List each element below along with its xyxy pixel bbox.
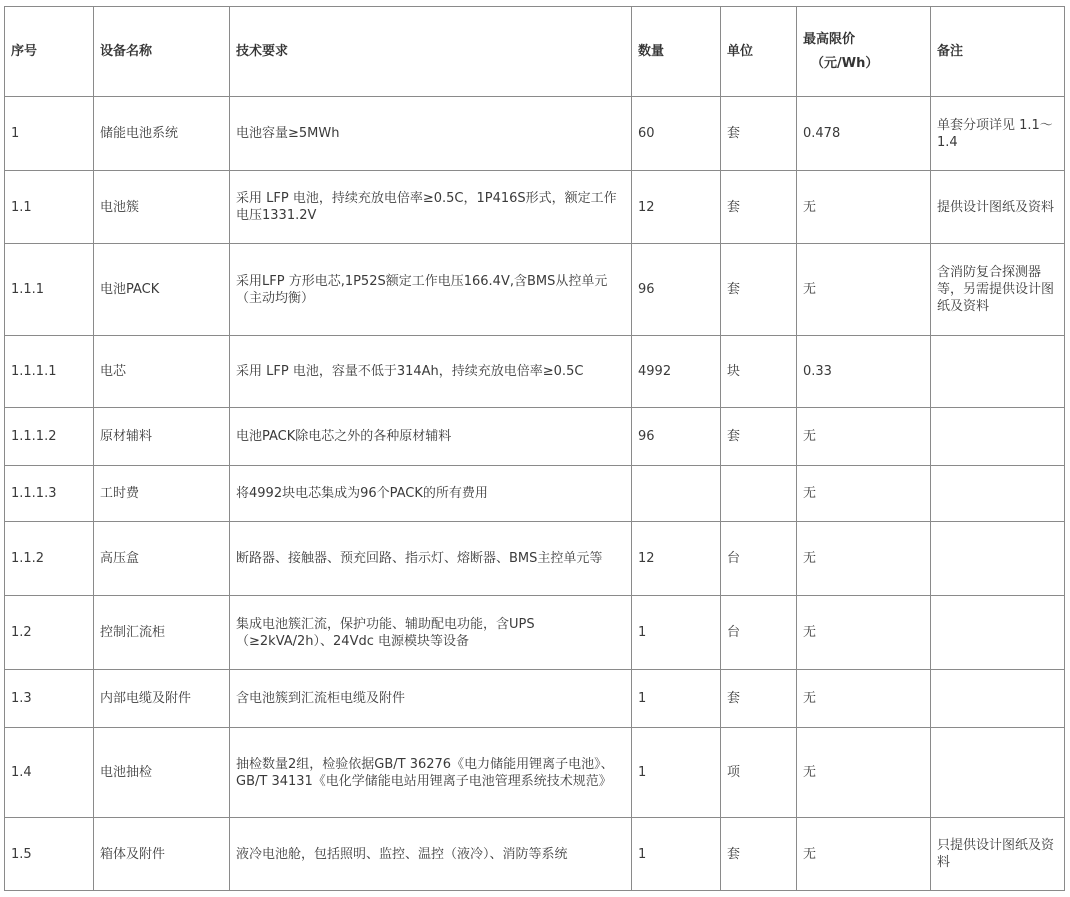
cell-index: 1.3	[5, 670, 94, 728]
cell-qty: 12	[632, 522, 721, 596]
cell-name: 高压盒	[94, 522, 230, 596]
cell-price: 无	[797, 818, 931, 891]
header-remark: 备注	[931, 7, 1065, 97]
cell-spec: 断路器、接触器、预充回路、指示灯、熔断器、BMS主控单元等	[230, 522, 632, 596]
header-unit: 单位	[721, 7, 797, 97]
cell-unit	[721, 466, 797, 522]
cell-spec: 抽检数量2组，检验依据GB/T 36276《电力储能用锂离子电池》、GB/T 34131《电化学储能电站用锂离子电池管理系统技术规范》	[230, 728, 632, 818]
cell-qty: 96	[632, 244, 721, 336]
cell-remark: 提供设计图纸及资料	[931, 171, 1065, 244]
cell-unit: 套	[721, 408, 797, 466]
table-row	[5, 522, 1065, 596]
table-row	[5, 336, 1065, 408]
cell-price: 无	[797, 596, 931, 670]
cell-name: 内部电缆及附件	[94, 670, 230, 728]
cell-index: 1.1	[5, 171, 94, 244]
cell-qty: 4992	[632, 336, 721, 408]
cell-index: 1.1.1.1	[5, 336, 94, 408]
cell-name: 工时费	[94, 466, 230, 522]
cell-qty: 60	[632, 97, 721, 171]
table-row	[5, 670, 1065, 728]
cell-spec: 含电池簇到汇流柜电缆及附件	[230, 670, 632, 728]
table-row	[5, 97, 1065, 171]
cell-qty: 1	[632, 728, 721, 818]
header-price	[797, 7, 931, 97]
cell-spec: 采用 LFP 电池，容量不低于314Ah，持续充放电倍率≥0.5C	[230, 336, 632, 408]
table-row	[5, 466, 1065, 522]
cell-qty: 1	[632, 596, 721, 670]
equipment-price-table	[4, 6, 1065, 891]
cell-price: 无	[797, 171, 931, 244]
cell-index: 1.1.1.2	[5, 408, 94, 466]
cell-remark	[931, 466, 1065, 522]
header-spec: 技术要求	[230, 7, 632, 97]
header-price-title: 最高限价	[803, 31, 856, 47]
header-qty: 数量	[632, 7, 721, 97]
header-index: 序号	[5, 7, 94, 97]
cell-name: 箱体及附件	[94, 818, 230, 891]
cell-qty: 96	[632, 408, 721, 466]
cell-unit: 项	[721, 728, 797, 818]
cell-unit: 套	[721, 244, 797, 336]
cell-index: 1.1.1.3	[5, 466, 94, 522]
cell-remark	[931, 336, 1065, 408]
cell-price: 无	[797, 408, 931, 466]
cell-name: 电芯	[94, 336, 230, 408]
cell-spec: 采用LFP 方形电芯,1P52S额定工作电压166.4V,含BMS从控单元（主动均衡）	[230, 244, 632, 336]
cell-remark	[931, 728, 1065, 818]
cell-name: 电池PACK	[94, 244, 230, 336]
cell-price: 无	[797, 670, 931, 728]
cell-price: 0.478	[797, 97, 931, 171]
cell-remark: 含消防复合探测器等，另需提供设计图纸及资料	[931, 244, 1065, 336]
cell-remark	[931, 670, 1065, 728]
table-row	[5, 171, 1065, 244]
cell-spec: 集成电池簇汇流，保护功能、辅助配电功能，含UPS（≥2kVA/2h）、24Vdc 电源模块等设备	[230, 596, 632, 670]
cell-unit: 台	[721, 596, 797, 670]
cell-name: 原材辅料	[94, 408, 230, 466]
cell-remark	[931, 596, 1065, 670]
table-row	[5, 408, 1065, 466]
cell-price: 无	[797, 522, 931, 596]
cell-price: 无	[797, 244, 931, 336]
cell-index: 1.1.1	[5, 244, 94, 336]
cell-index: 1.1.2	[5, 522, 94, 596]
cell-name: 电池抽检	[94, 728, 230, 818]
cell-remark	[931, 408, 1065, 466]
cell-price: 0.33	[797, 336, 931, 408]
table-header-row	[5, 7, 1065, 97]
cell-unit: 套	[721, 670, 797, 728]
cell-unit: 套	[721, 97, 797, 171]
cell-spec: 将4992块电芯集成为96个PACK的所有费用	[230, 466, 632, 522]
cell-price: 无	[797, 728, 931, 818]
cell-remark: 只提供设计图纸及资料	[931, 818, 1065, 891]
cell-unit: 台	[721, 522, 797, 596]
cell-spec: 电池容量≥5MWh	[230, 97, 632, 171]
cell-name: 控制汇流柜	[94, 596, 230, 670]
cell-price: 无	[797, 466, 931, 522]
table-row	[5, 818, 1065, 891]
cell-index: 1	[5, 97, 94, 171]
cell-index: 1.5	[5, 818, 94, 891]
cell-spec: 电池PACK除电芯之外的各种原材辅料	[230, 408, 632, 466]
cell-qty	[632, 466, 721, 522]
cell-qty: 1	[632, 670, 721, 728]
cell-index: 1.4	[5, 728, 94, 818]
header-name: 设备名称	[94, 7, 230, 97]
header-price-unit: （元/Wh）	[811, 55, 879, 71]
table-row	[5, 596, 1065, 670]
cell-name: 储能电池系统	[94, 97, 230, 171]
cell-name: 电池簇	[94, 171, 230, 244]
cell-spec: 液冷电池舱，包括照明、监控、温控（液冷）、消防等系统	[230, 818, 632, 891]
cell-qty: 1	[632, 818, 721, 891]
cell-qty: 12	[632, 171, 721, 244]
table-row	[5, 728, 1065, 818]
cell-unit: 块	[721, 336, 797, 408]
cell-unit: 套	[721, 171, 797, 244]
cell-index: 1.2	[5, 596, 94, 670]
table-row	[5, 244, 1065, 336]
cell-spec: 采用 LFP 电池，持续充放电倍率≥0.5C，1P416S形式，额定工作电压1331.2V	[230, 171, 632, 244]
cell-remark	[931, 522, 1065, 596]
cell-unit: 套	[721, 818, 797, 891]
cell-remark: 单套分项详见 1.1～1.4	[931, 97, 1065, 171]
